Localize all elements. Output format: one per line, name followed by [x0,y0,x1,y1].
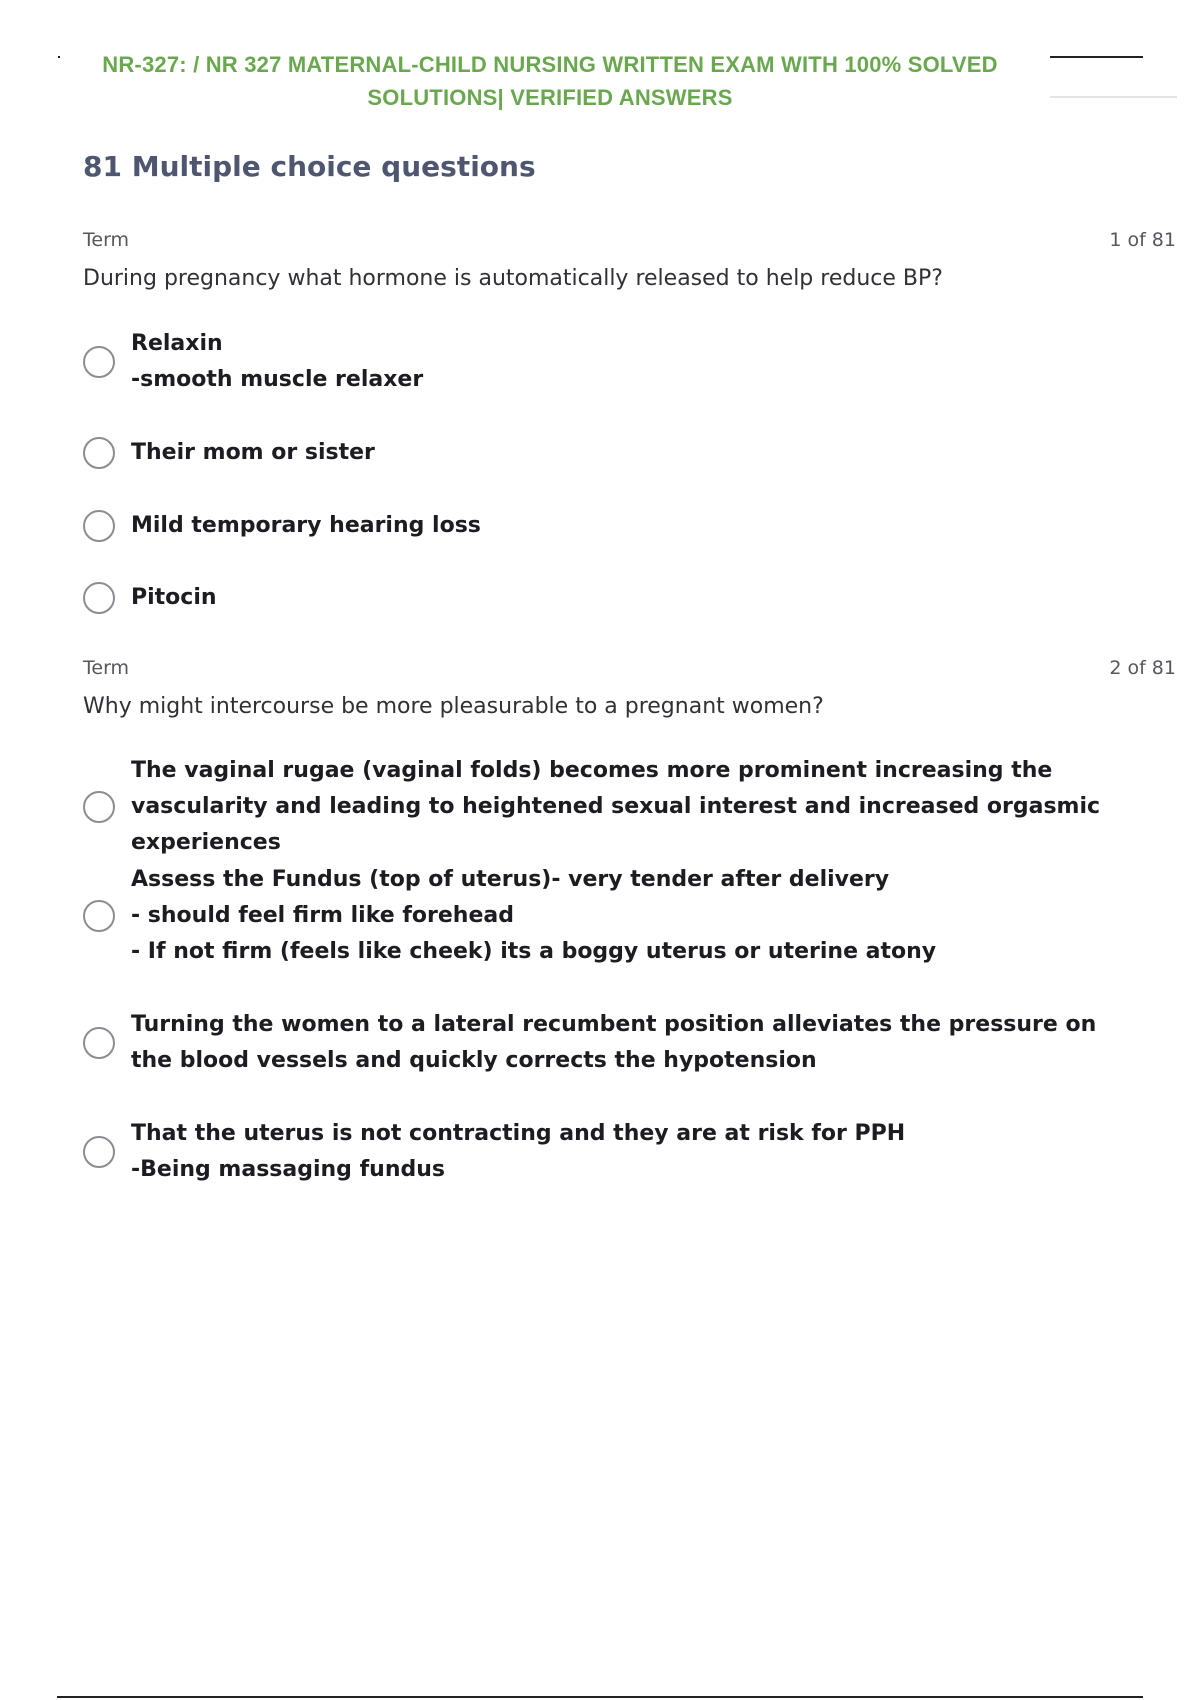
option-label: Mild temporary hearing loss [131,513,481,538]
document-header-title: NR-327: / NR 327 MATERNAL-CHILD NURSING WRITTEN EXAM WITH 100% SOLVED SOLUTIONS| VERIFIED ANSWERS [102,52,998,110]
question-2-option-2[interactable] [83,862,1143,970]
question-2-option-3[interactable] [83,1007,1143,1079]
radio-button[interactable] [83,510,115,542]
header-rule [1050,56,1143,58]
radio-button[interactable] [83,1027,115,1059]
page-mark [58,56,60,58]
radio-button[interactable] [83,1136,115,1168]
radio-button[interactable] [83,900,115,932]
question-2-option-1[interactable] [83,753,1143,861]
question-2-term-label: Term [83,657,130,679]
radio-button[interactable] [83,346,115,378]
option-label: The vaginal rugae (vaginal folds) becomes more prominent increasing the vascularity and leading to heightened sexual interest and increased orgasmic experiences [131,758,1101,855]
section-title: 81 Multiple choice questions [83,150,536,183]
radio-button[interactable] [83,582,115,614]
question-1-prompt: During pregnancy what hormone is automatically released to help reduce BP? [83,266,943,291]
question-1-option-3[interactable] [83,508,1143,544]
footer-rule [57,1696,1143,1698]
question-2-prompt: Why might intercourse be more pleasurable to a pregnant women? [83,694,824,719]
question-1-option-2[interactable] [83,435,1143,471]
question-1-term-label: Term [83,229,130,251]
header-rule-faint [1050,96,1177,98]
option-label: Relaxin -smooth muscle relaxer [131,331,424,392]
question-2-counter: 2 of 81 [1109,657,1176,679]
question-1-counter: 1 of 81 [1109,229,1176,251]
question-1-option-1[interactable] [83,326,1143,398]
option-label: Their mom or sister [131,440,375,465]
radio-button[interactable] [83,791,115,823]
option-label: Pitocin [131,585,217,610]
option-label: Assess the Fundus (top of uterus)- very tender after delivery - should feel firm like forehead - If not firm (feels like cheek) its a boggy uterus or uterine atony [131,867,937,964]
option-label: That the uterus is not contracting and they are at risk for PPH -Being massaging fundus [131,1121,906,1182]
question-1-option-4[interactable] [83,580,1143,616]
question-2-option-4[interactable] [83,1116,1143,1188]
radio-button[interactable] [83,437,115,469]
option-label: Turning the women to a lateral recumbent position alleviates the pressure on the blood vessels and quickly corrects the hypotension [131,1012,1097,1073]
